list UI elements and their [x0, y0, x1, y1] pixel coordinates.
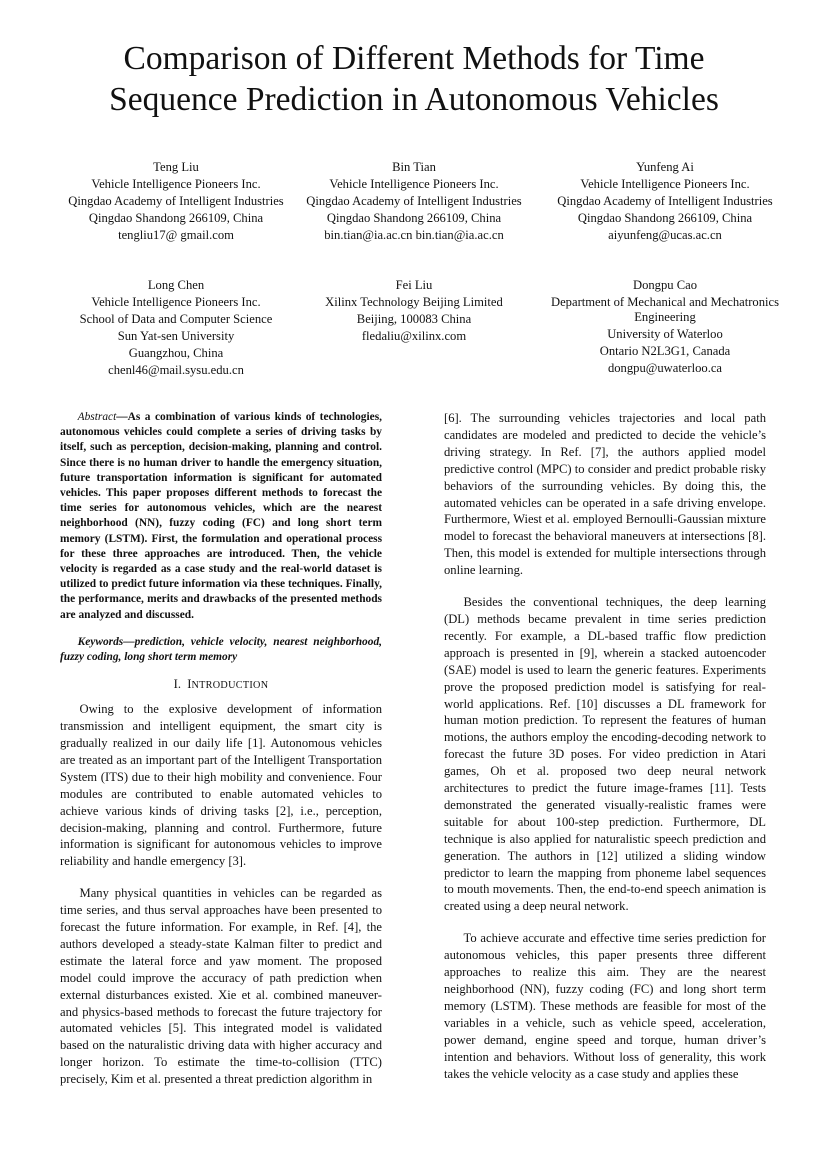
author-affiliation: Qingdao Academy of Intelligent Industries	[68, 194, 284, 208]
author-name: Teng Liu	[153, 160, 199, 174]
author-name: Dongpu Cao	[632, 278, 697, 292]
author-name: Yunfeng Ai	[636, 160, 694, 174]
body-paragraph: Besides the conventional techniques, the deep learning (DL) methods became prevalent in time series prediction recently. For example, a DL-based traffic flow prediction approach is presented in [9], wherein a stacked autoencoder (SAE) model is used to learn the generic features. Experiments prove the proposed prediction model is satisfying for real-world applications. Ref. [10] discusses a DL framework for human motion prediction. To represent the features of human motions, the authors employ the encoding-decoding network to forecast the future 3D poses. For video prediction in Atari games, Oh et al. proposed two deep neural network architectures to predict the future image-frames [11]. Tests demonstrated the generated visually-realistic frames were suitable for about 100-step prediction. Furthermore, DL technique is also applied for naturalistic speech prediction and generation. The authors in [12] utilized a sliding window predictor to learn the mapping from phoneme label sequences to mouth movements. Then, the end-to-end speech animation is created using a deep neural network.	[444, 595, 766, 914]
author-address: Ontario N2L3G1, Canada	[599, 344, 731, 358]
author-block	[296, 159, 532, 244]
author-name: Bin Tian	[392, 160, 436, 174]
author-email: fledaliu@xilinx.com	[361, 329, 467, 343]
author-address: Qingdao Shandong 266109, China	[577, 211, 753, 225]
body-paragraph: Many physical quantities in vehicles can be regarded as time series, and thus serval approaches have been presented to forecast the future information. For example, in Ref. [4], the authors developed a steady-state Kalman filter to predict and estimate the lateral force and yaw moment. The proposed model could improve the accuracy of path prediction when external disturbances existed. Xie et al. combined maneuver- and physics-based methods to forecast the future trajectory for automated vehicles [5]. This integrated model is validated based on the naturalistic driving data with higher accuracy and longer horizon. To estimate the time-to-collision (TTC) precisely, Kim et al. presented a threat prediction algorithm in	[60, 886, 382, 1087]
author-affiliation: Qingdao Academy of Intelligent Industries	[306, 194, 522, 208]
author-affiliation: Vehicle Intelligence Pioneers Inc.	[91, 295, 261, 309]
author-affiliation: Department of Mechanical and Mechatronics Engineering	[551, 295, 779, 324]
section-first-letter: I	[187, 677, 192, 692]
author-address: Guangzhou, China	[128, 346, 224, 360]
paper-title	[60, 38, 768, 120]
author-name: Long Chen	[147, 278, 205, 292]
author-name: Fei Liu	[395, 278, 433, 292]
author-email: tengliu17@ gmail.com	[118, 228, 234, 242]
section-title: NTRODUCTION	[191, 680, 269, 692]
title-line-2: Sequence Prediction in Autonomous Vehicles	[109, 81, 719, 118]
author-affiliation: Xilinx Technology Beijing Limited	[325, 295, 503, 309]
author-affiliation: Vehicle Intelligence Pioneers Inc.	[580, 177, 750, 191]
author-affiliation: Vehicle Intelligence Pioneers Inc.	[329, 177, 499, 191]
author-address: Qingdao Shandong 266109, China	[326, 211, 502, 225]
author-block	[547, 159, 783, 244]
author-affiliation: Qingdao Academy of Intelligent Industries	[557, 194, 773, 208]
author-affiliation: School of Data and Computer Science	[79, 312, 273, 326]
right-column	[444, 410, 766, 1090]
author-email: aiyunfeng@ucas.ac.cn	[608, 228, 722, 242]
author-email: bin.tian@ia.ac.cn bin.tian@ia.ac.cn	[324, 228, 504, 242]
body-paragraph: [6]. The surrounding vehicles trajectories and local path candidates are modeled and predicted to decide the vehicle’s driving strategy. In Ref. [7], the authors applied model predictive control (MPC) to consider and predict probable risky behaviors of the surrounding vehicles. By doing this, the automated vehicles can be operated in a safe driving envelope. Furthermore, Wiest et al. employed Bernoulli-Gaussian mixture model to forecast the behavioral maneuvers at intersections [8]. Then, this model is extended for multiple intersections through online learning.	[444, 411, 766, 578]
keywords	[60, 635, 382, 665]
section-heading	[60, 676, 382, 695]
author-block	[58, 159, 294, 244]
abstract-label: Abstract	[77, 411, 117, 423]
author-block	[58, 277, 294, 379]
author-email: dongpu@uwaterloo.ca	[607, 361, 723, 375]
author-affiliation: University of Waterloo	[607, 327, 723, 341]
author-address: Beijing, 100083 China	[356, 312, 472, 326]
author-email: chenl46@mail.sysu.edu.cn	[108, 363, 244, 377]
keywords-text: —prediction, vehicle velocity, nearest neighborhood, fuzzy coding, long short term memory	[60, 635, 382, 664]
abstract	[60, 410, 382, 623]
body-paragraph: Owing to the explosive development of information transmission and intelligent equipment, the smart city is gradually realized in our daily life [1]. Autonomous vehicles are treated as an important part of the Intelligent Transportation System (ITS) due to their high mobility and convenience. Four modules are contributed to enable automated vehicles to achieve various kinds of driving tasks [2], i.e., perception, decision-making, planning and control. Furthermore, future information is significant for autonomous vehicles to improve reliability and handle emergency [3].	[60, 702, 382, 869]
abstract-text: —As a combination of various kinds of technologies, autonomous vehicles could complete a series of driving tasks by itself, such as perception, decision-making, planning and control. Since there is no human driver to handle the emergency situation, future transportation information is significant for automated vehicles. This paper proposes different methods to forecast the time series for autonomous vehicles, which are the nearest neighborhood (NN), fuzzy coding (FC) and long short term memory (LSTM). First, the formulation and operational process for these three approaches are introduced. Then, the vehicle velocity is regarded as a case study and the real-world dataset is utilized to predict future information via these techniques. Finally, the performance, merits and drawbacks of the presented methods are analyzed and discussed.	[60, 411, 382, 621]
keywords-label: Keywords	[77, 635, 124, 648]
section-number: I.	[173, 677, 181, 692]
author-block	[547, 277, 783, 377]
title-line-1: Comparison of Different Methods for Time	[123, 40, 705, 77]
author-block	[296, 277, 532, 345]
author-address: Qingdao Shandong 266109, China	[88, 211, 264, 225]
author-affiliation: Vehicle Intelligence Pioneers Inc.	[91, 177, 261, 191]
body-paragraph: To achieve accurate and effective time series prediction for autonomous vehicles, this paper presents three different approaches to realize this aim. They are the nearest neighborhood (NN), fuzzy coding (FC) and long short term memory (LSTM). These methods are feasible for most of the variables in a vehicle, such as vehicle speed, acceleration, power demand, engine speed and torque, human driver’s intention and behaviors. Without loss of generality, this work takes the vehicle velocity as a case study and applies these	[444, 931, 766, 1081]
left-column	[60, 410, 382, 1090]
author-affiliation: Sun Yat-sen University	[117, 329, 235, 343]
